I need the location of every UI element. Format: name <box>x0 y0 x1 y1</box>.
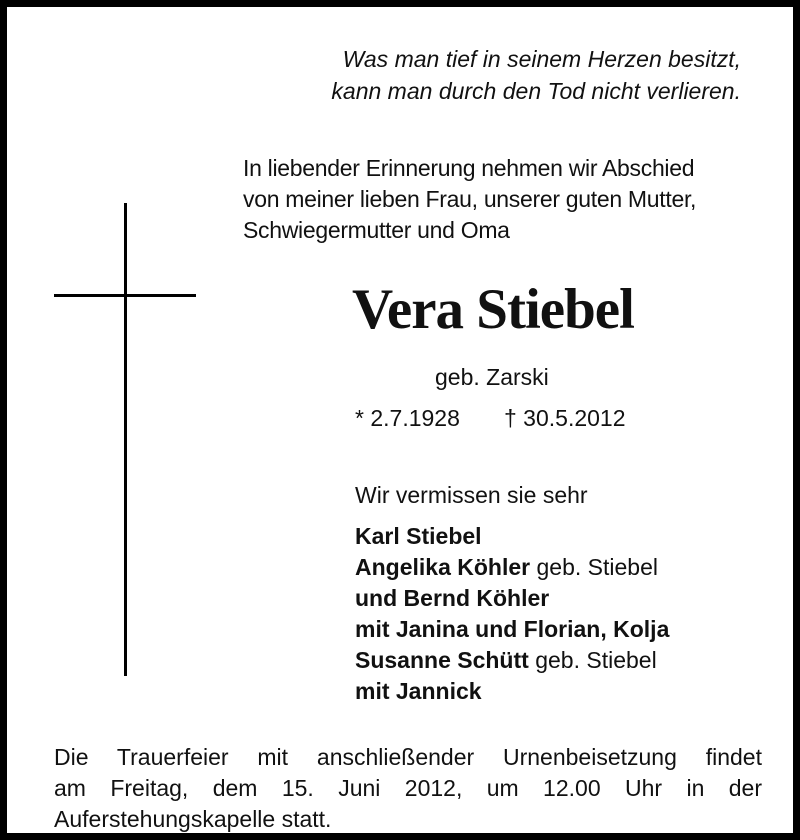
cross-vertical-bar <box>124 203 127 676</box>
mourner-line <box>355 552 658 583</box>
funeral-notice <box>54 742 762 835</box>
mourner-name: Angelika Köhler <box>355 554 531 580</box>
mourner-name: mit Janina und Florian, Kolja <box>355 616 670 642</box>
mourner-line <box>355 645 657 676</box>
intro-line-3: Schwiegermutter und Oma <box>243 217 510 243</box>
mourner-line <box>355 583 549 614</box>
mourner-line <box>355 614 669 645</box>
mourner-name: und Bernd Köhler <box>355 585 550 611</box>
mourners-heading: Wir vermissen sie sehr <box>355 482 588 508</box>
deceased-name: Vera Stiebel <box>352 278 634 341</box>
mourner-name: Karl Stiebel <box>355 523 482 549</box>
intro-line-2: von meiner lieben Frau, unserer guten Mutter, <box>243 186 697 212</box>
mourner-name: mit Jannick <box>355 678 482 704</box>
funeral-notice-line-3: Auferstehungskapelle statt. <box>54 806 332 832</box>
mourner-line <box>355 521 482 552</box>
mourner-note: geb. Stiebel <box>530 554 658 580</box>
funeral-notice-line-2: am Freitag, dem 15. Juni 2012, um 12.00 Uhr in der <box>54 775 762 801</box>
birth-date: * 2.7.1928 <box>355 405 460 431</box>
cross-horizontal-bar <box>54 294 196 297</box>
death-date: † 30.5.2012 <box>504 405 626 431</box>
mourner-line <box>355 676 482 707</box>
maiden-name: geb. Zarski <box>435 364 549 390</box>
intro-line-1: In liebender Erinnerung nehmen wir Abschied <box>243 155 695 181</box>
mourner-note: geb. Stiebel <box>528 647 657 673</box>
motto-line-1: Was man tief in seinem Herzen besitzt, <box>342 46 741 72</box>
motto-line-2: kann man durch den Tod nicht verlieren. <box>331 78 741 104</box>
funeral-notice-line-1: Die Trauerfeier mit anschließender Urnenbeisetzung findet <box>54 744 762 770</box>
mourner-name: Susanne Schütt <box>355 647 529 673</box>
